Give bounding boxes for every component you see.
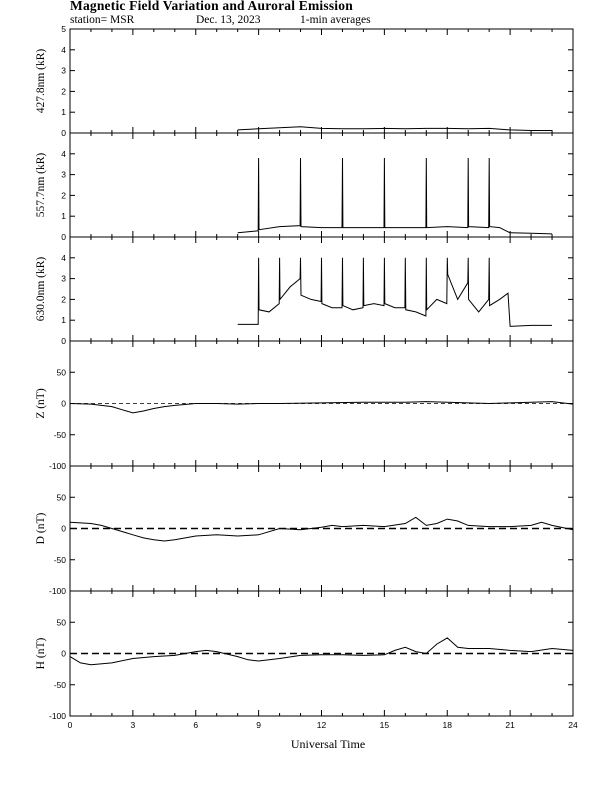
y-axis-label: H (nT) bbox=[35, 637, 47, 670]
series-line bbox=[70, 402, 573, 413]
x-tick-label: 15 bbox=[379, 720, 390, 730]
x-tick-label: 9 bbox=[256, 720, 261, 730]
y-tick-label: 50 bbox=[56, 367, 66, 378]
y-tick-label: 3 bbox=[61, 169, 66, 180]
y-tick-label: 4 bbox=[61, 252, 66, 263]
chart-title: Magnetic Field Variation and Auroral Emission bbox=[70, 0, 353, 13]
y-tick-label: 1 bbox=[61, 211, 66, 222]
station-label: station= MSR bbox=[70, 14, 135, 26]
panel-pD bbox=[35, 466, 573, 596]
y-tick-label: 4 bbox=[61, 148, 66, 159]
series-line bbox=[70, 517, 573, 541]
panel-pZ bbox=[35, 341, 573, 471]
panel-frame bbox=[70, 133, 573, 237]
series-line bbox=[70, 638, 573, 665]
panel-frame bbox=[70, 466, 573, 591]
y-tick-label: 5 bbox=[61, 24, 66, 34]
y-tick-label: 0 bbox=[61, 523, 66, 534]
panel-p5577 bbox=[35, 133, 573, 242]
y-axis-label: 427.8nm (kR) bbox=[35, 48, 47, 114]
x-tick-label: 6 bbox=[193, 720, 199, 730]
x-tick-label: 21 bbox=[505, 720, 515, 730]
panel-frame bbox=[70, 29, 573, 133]
y-tick-label: 0 bbox=[61, 336, 66, 346]
x-tick-label: 12 bbox=[316, 720, 327, 730]
panel-pH bbox=[35, 591, 573, 721]
y-tick-label: 50 bbox=[56, 492, 66, 503]
panels bbox=[35, 24, 578, 730]
x-tick-label: 24 bbox=[568, 720, 578, 730]
series-line bbox=[238, 258, 552, 327]
y-tick-label: -50 bbox=[53, 554, 66, 565]
y-tick-label: -100 bbox=[48, 461, 66, 471]
y-tick-label: -50 bbox=[53, 679, 66, 690]
y-tick-label: -50 bbox=[53, 429, 66, 440]
y-tick-label: 4 bbox=[61, 44, 66, 55]
y-tick-label: -100 bbox=[48, 711, 66, 721]
panel-frame bbox=[70, 591, 573, 716]
y-tick-label: 1 bbox=[61, 315, 66, 326]
x-tick-label: 0 bbox=[67, 720, 73, 730]
x-tick-label: 3 bbox=[130, 720, 136, 730]
y-tick-label: 3 bbox=[61, 65, 66, 76]
y-axis-label: 557.7nm (kR) bbox=[35, 152, 47, 218]
y-tick-label: 0 bbox=[61, 232, 66, 242]
series-line bbox=[238, 127, 552, 131]
y-tick-label: 2 bbox=[61, 86, 66, 97]
x-tick-label: 18 bbox=[442, 720, 452, 730]
date-label: Dec. 13, 2023 bbox=[196, 14, 261, 26]
panel-p4278 bbox=[35, 24, 573, 138]
y-tick-label: 50 bbox=[56, 617, 66, 628]
y-axis-label: D (nT) bbox=[35, 512, 47, 545]
y-tick-label: 0 bbox=[61, 648, 66, 659]
y-axis-label: 630.0nm (kR) bbox=[35, 256, 47, 322]
y-axis-label: Z (nT) bbox=[35, 388, 47, 419]
y-tick-label: 1 bbox=[61, 107, 66, 118]
y-tick-label: 2 bbox=[61, 294, 66, 305]
panel-p6300 bbox=[35, 237, 573, 346]
series-line bbox=[238, 158, 552, 234]
y-tick-label: 0 bbox=[61, 128, 66, 138]
x-axis-label: Universal Time bbox=[290, 737, 366, 751]
averaging-label: 1-min averages bbox=[300, 14, 371, 26]
y-tick-label: 3 bbox=[61, 273, 66, 284]
y-tick-label: 0 bbox=[61, 398, 66, 409]
y-tick-label: 2 bbox=[61, 190, 66, 201]
y-tick-label: -100 bbox=[48, 586, 66, 596]
